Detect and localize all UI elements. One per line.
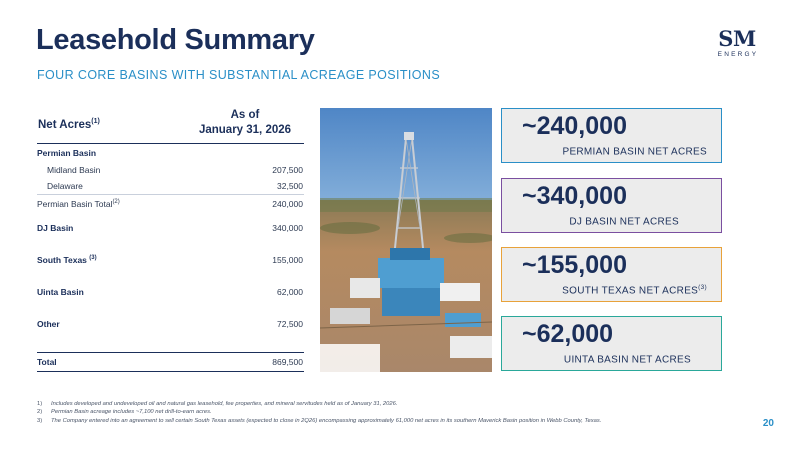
net-acres-table: [37, 108, 304, 372]
table-row-other: Other 72,500: [37, 319, 303, 329]
footnotes: [37, 400, 727, 425]
sm-energy-logo: [712, 28, 762, 58]
page-subtitle: FOUR CORE BASINS WITH SUBSTANTIAL ACREAGE POSITIONS: [37, 68, 441, 82]
table-row-south-texas: South Texas $^{(3)}$ 155,000: [37, 255, 303, 265]
table-spacer: [37, 340, 304, 352]
footnote-3: 3) The Company entered into an agreement to sell certain South Texas assets (expected to close in 2Q26) encompassing approximately 61,000 net acres in its southern Maverick Basin position in Webb County, Texas.: [37, 417, 602, 424]
callout-value: ~62,000: [522, 320, 614, 348]
callout-uinta: [501, 316, 722, 371]
table-row-dj-basin: DJ Basin 340,000: [37, 223, 303, 233]
table-row-permian-total: Permian Basin Total$^{(2)}$ 240,000: [37, 198, 303, 209]
table-row-midland: Midland Basin 207,500: [47, 164, 303, 175]
callout-value: ~155,000: [522, 251, 627, 279]
page-title: Leasehold Summary: [36, 24, 315, 56]
callout-dj: [501, 178, 722, 233]
callout-permian: [501, 108, 722, 163]
table-row-uinta-basin: Uinta Basin 62,000: [37, 287, 303, 297]
table-row-total: Total 869,500: [37, 352, 304, 372]
callout-value: ~340,000: [522, 182, 627, 210]
table-row-delaware: Delaware 32,500: [37, 178, 304, 195]
table-row-permian-basin: Permian Basin: [37, 147, 97, 158]
drilling-rig-photo: [320, 108, 492, 372]
callout-label: DJ BASIN NET ACRES: [569, 216, 679, 228]
page-number: 20: [762, 418, 774, 429]
table-header: [37, 108, 304, 144]
callout-label: PERMIAN BASIN NET ACRES: [562, 146, 707, 158]
logo-mark: SM: [718, 26, 756, 51]
callout-label: UINTA BASIN NET ACRES: [563, 354, 691, 366]
drilling-rig-image: [320, 108, 492, 372]
footnote-1: 1) Includes developed and undeveloped oil and natural gas leasehold, fee properties, and mineral servitudes held as of January 31, 2026.: [37, 401, 398, 407]
footnote-2: 2) Permian Basin acreage includes ~7,100 net drill-to-earn acres.: [37, 409, 212, 416]
callout-south-texas: [501, 247, 722, 302]
callout-value: ~240,000: [522, 112, 627, 140]
callout-label: SOUTH TEXAS NET ACRES$^{(3)}$: [562, 284, 707, 297]
logo-subtext: ENERGY: [717, 51, 759, 58]
col-header-date: As of January 31, 2026: [198, 109, 292, 136]
col-header-net-acres: Net Acres$^{(1)}$: [38, 118, 100, 131]
